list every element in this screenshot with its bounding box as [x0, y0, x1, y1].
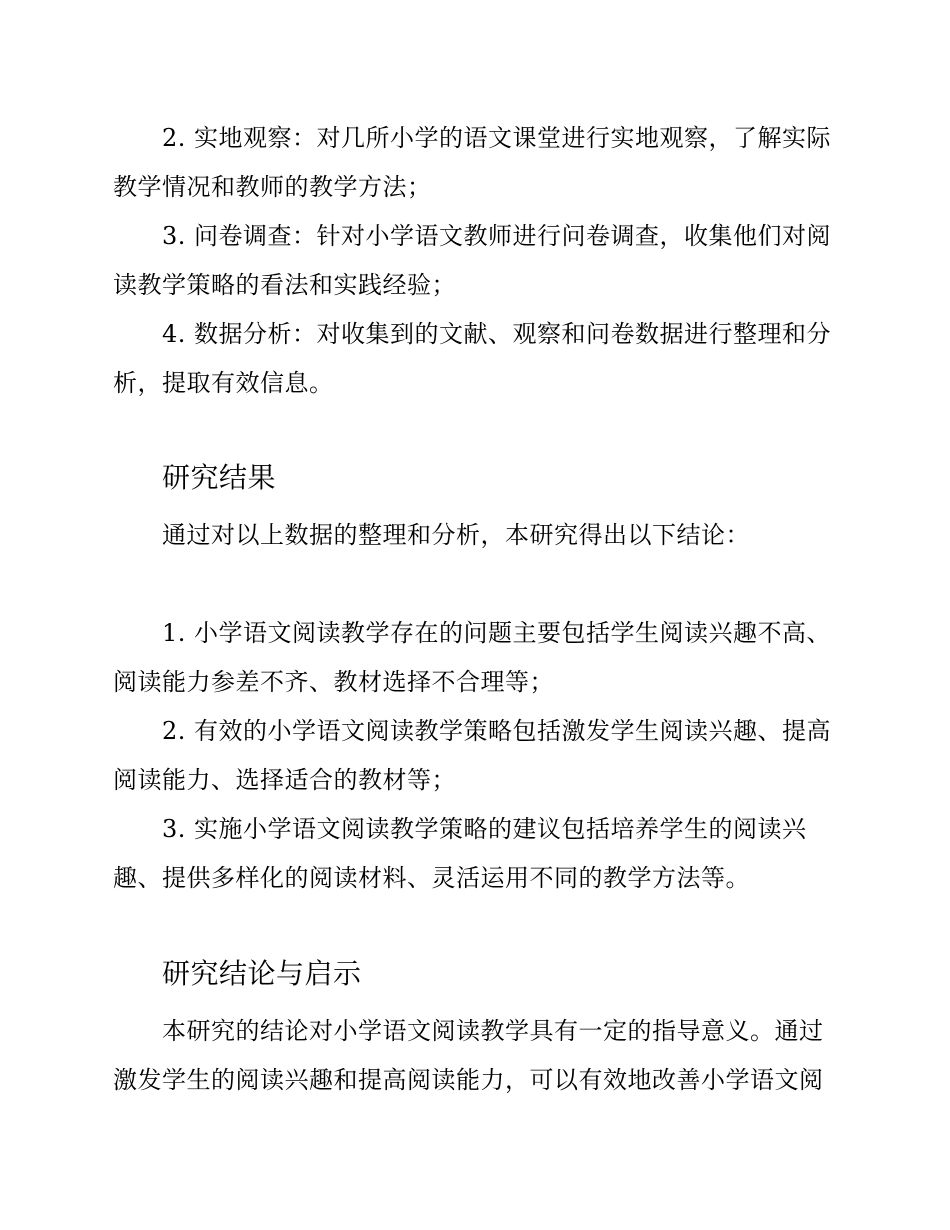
result-item-strategies: 2. 有效的小学语文阅读教学策略包括激发学生阅读兴趣、提高阅读能力、选择适合的教材等；: [113, 717, 832, 794]
conclusion-body: 本研究的结论对小学语文阅读教学具有一定的指导意义。通过激发学生的阅读兴趣和提高阅读能力，可以有效地改善小学语文阅: [113, 1017, 824, 1094]
result-item-suggestions: 3. 实施小学语文阅读教学策略的建议包括培养学生的阅读兴趣、提供多样化的阅读材料、灵活运用不同的教学方法等。: [113, 815, 807, 892]
section-heading-results: 研究结果: [162, 461, 277, 494]
section-heading-conclusion: 研究结论与启示: [162, 957, 362, 990]
method-item-questionnaire: 3. 问卷调查：针对小学语文教师进行问卷调查，收集他们对阅读教学策略的看法和实践经验；: [113, 222, 832, 299]
result-item-problems: 1. 小学语文阅读教学存在的问题主要包括学生阅读兴趣不高、阅读能力参差不齐、教材选择不合理等；: [113, 619, 832, 696]
method-item-data-analysis: 4. 数据分析：对收集到的文献、观察和问卷数据进行整理和分析，提取有效信息。: [113, 320, 832, 397]
results-intro: 通过对以上数据的整理和分析，本研究得出以下结论：: [162, 521, 750, 549]
method-item-field-observation: 2. 实地观察：对几所小学的语文课堂进行实地观察，了解实际教学情况和教师的教学方法；: [113, 124, 832, 201]
